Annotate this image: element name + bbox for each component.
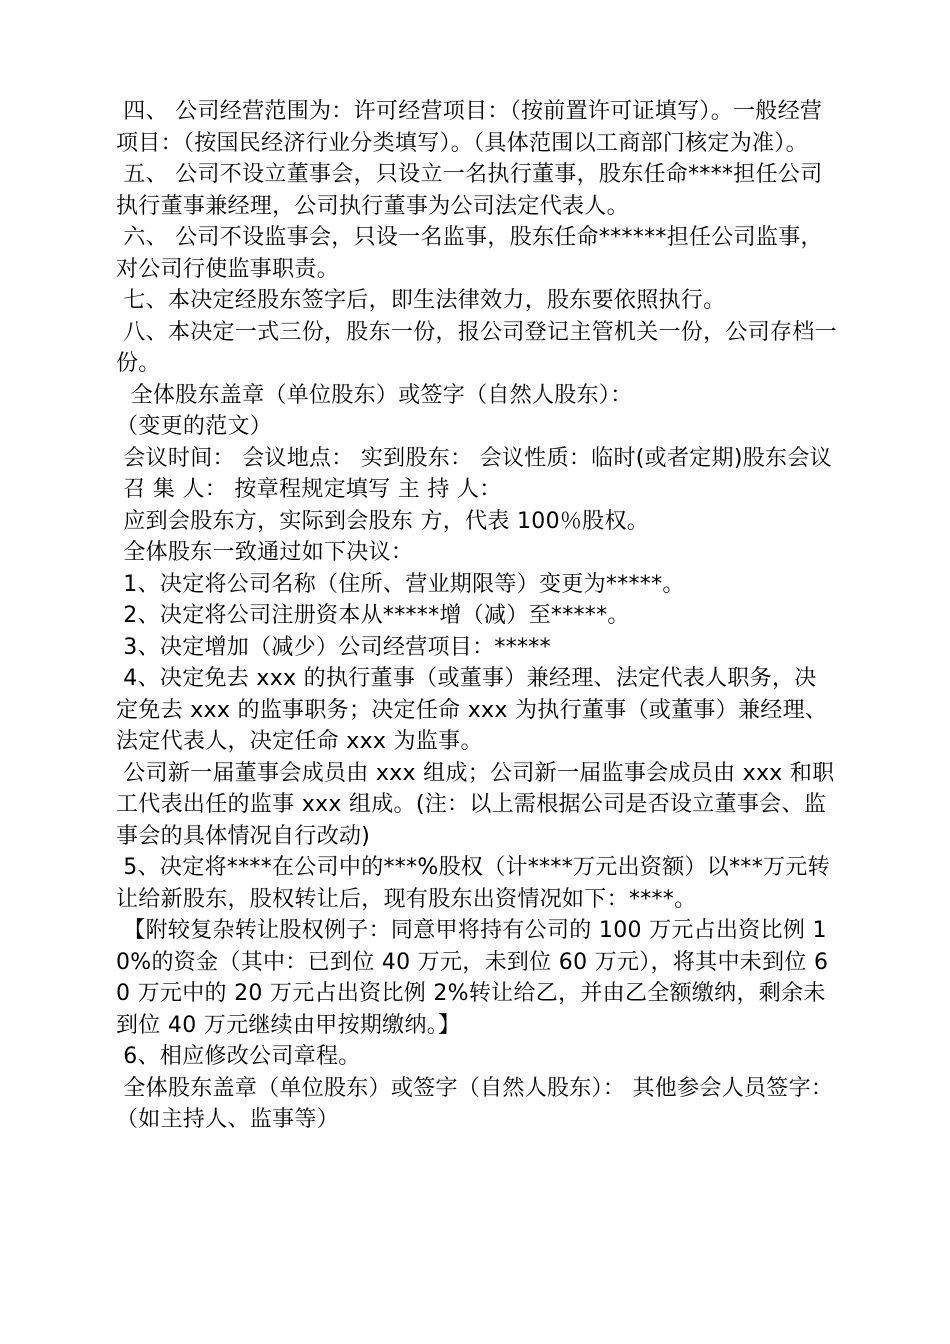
- paragraph-business-scope: 四、 公司经营范围为：许可经营项目：（按前置许可证填写）。一般经营项目：（按国民经济行业分类填写）。（具体范围以工商部门核定为准）。: [116, 99, 823, 156]
- paragraph-board-members: 公司新一届董事会成员由 xxx 组成；公司新一届监事会成员由 xxx 和职工代表出任的监事 xxx 组成。(注：以上需根据公司是否设立董事会、监事会的具体情况自行改动): [116, 760, 835, 849]
- paragraph-transfer-example: 【附较复杂转让股权例子：同意甲将持有公司的 100 万元占出资比例 10%的资金（其中：已到位 40 万元，未到位 60 万元），将其中未到位 60 万元中的 20 万元占出资比例 2%转让给乙，并由乙全额缴纳，剩余未到位 40 万元继续由甲按期缴纳。】: [116, 918, 829, 1038]
- paragraph-change-template-heading: （变更的范文）: [116, 414, 273, 439]
- paragraph-resolution-1: 1、决定将公司名称（住所、营业期限等）变更为*****。: [116, 571, 685, 597]
- paragraph-signature-line: 全体股东盖章（单位股东）或签字（自然人股东）：: [116, 382, 633, 408]
- paragraph-supervisor: 六、 公司不设监事会，只设一名监事，股东任命******担任公司监事，对公司行使监事职责。: [116, 225, 823, 282]
- paragraph-resolution-4: 4、决定免去 xxx 的执行董事（或董事）兼经理、法定代表人职务，决定免去 xxx 的监事职务；决定任命 xxx 为执行董事（或董事）兼经理、法定代表人，决定任命 xxx 为监事。: [116, 666, 828, 754]
- paragraph-final-signatures: 全体股东盖章（单位股东）或签字（自然人股东）： 其他参会人员签字：（如主持人、监事等）: [116, 1075, 834, 1132]
- paragraph-attendance: 应到会股东方，实际到会股东 方，代表 100％股权。: [116, 508, 650, 534]
- paragraph-executive-director: 五、 公司不设立董事会，只设立一名执行董事，股东任命****担任公司执行董事兼经理，公司执行董事为公司法定代表人。: [116, 162, 823, 219]
- paragraph-legal-effect: 七、本决定经股东签字后，即生法律效力，股东要依照执行。: [116, 288, 726, 313]
- paragraph-meeting-info: 会议时间： 会议地点： 实到股东： 会议性质：临时(或者定期)股东会议: [116, 445, 832, 471]
- paragraph-resolution-3: 3、决定增加（减少）公司经营项目：*****: [116, 634, 551, 660]
- paragraph-convener-host: 召 集 人： 按章程规定填写 主 持 人：: [116, 477, 502, 502]
- paragraph-unanimous-resolution: 全体股东一致通过如下决议：: [116, 540, 414, 565]
- paragraph-resolution-2: 2、决定将公司注册资本从*****增（减）至*****。: [116, 603, 630, 628]
- paragraph-resolution-5: 5、决定将****在公司中的***%股权（计****万元出资额）以***万元转让给新股东，股权转让后，现有股东出资情况如下：****。: [116, 855, 830, 912]
- document-body: [116, 96, 838, 1136]
- paragraph-resolution-6: 6、相应修改公司章程。: [116, 1044, 361, 1069]
- paragraph-copies: 八、本决定一式三份，股东一份，报公司登记主管机关一份，公司存档一份。: [116, 319, 837, 376]
